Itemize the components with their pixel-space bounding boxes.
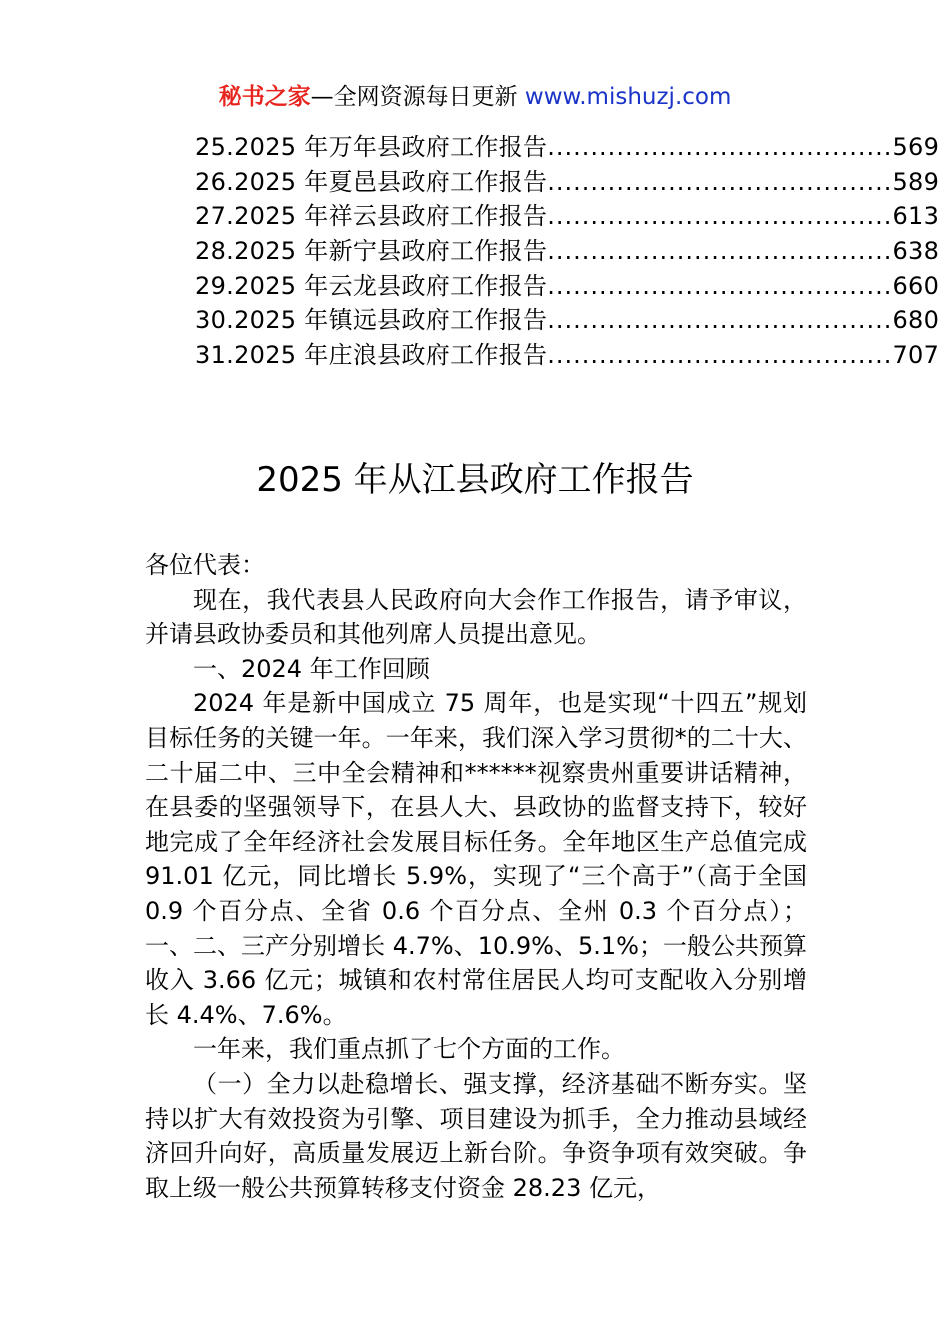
toc-entry[interactable] [195,165,940,200]
body-paragraph: 2024 年是新中国成立 75 周年，也是实现“十四五”规划目标任务的关键一年。一年来，我们深入学习贯彻*的二十大、二十届二中、三中全会精神和******视察贵州重要讲话精神，在县委的坚强领导下，在县人大、县政协的监督支持下，较好地完成了全年经济社会发展目标任务。全年地区生产总值完成 91.01 亿元，同比增长 5.9%，实现了“三个高于”（高于全国 0.9 个百分点、全省 0.6 个百分点、全州 0.3 个百分点）；一、二、三产分别增长 4.7%、10.9%、5.1%；一般公共预算收入 3.66 亿元；城镇和农村常住居民人均可支配收入分别增长 4.4%、7.6%。 [145,689,807,1029]
toc-leader-dots: ........................................ [547,237,893,266]
toc-page-number: 613 [892,202,940,231]
body-paragraph: （一）全力以赴稳增长、强支撑，经济基础不断夯实。坚持以扩大有效投资为引擎、项目建设为抓手，全力推动县域经济回升向好，高质量发展迈上新台阶。争资争项有效突破。争取上级一般公共预算转移支付资金 28.23 亿元， [145,1069,807,1202]
body-paragraph: 现在，我代表县人民政府向大会作工作报告，请予审议，并请县政协委员和其他列席人员提出意见。 [145,585,807,649]
toc-entry-title: 25.2025 年万年县政府工作报告 [195,133,548,161]
toc-page-number: 660 [892,271,940,300]
toc-leader-dots: ........................................ [547,133,893,161]
toc-entry[interactable] [195,130,940,165]
document-title: 2025 年从江县政府工作报告 [256,460,694,500]
document-body [145,548,807,1205]
site-url[interactable]: www.mishuzj.com [524,84,732,110]
toc-leader-dots: ........................................ [547,271,893,300]
toc-page-number: 707 [892,341,940,370]
brand-name: 秘书之家 [218,84,311,110]
toc-leader-dots: ........................................ [547,167,893,196]
toc-entry-title: 29.2025 年云龙县政府工作报告 [195,271,548,300]
toc-entry-title: 27.2025 年祥云县政府工作报告 [195,202,548,231]
toc-page-number: 569 [892,133,940,161]
table-of-contents [195,130,940,373]
toc-leader-dots: ........................................ [547,306,893,335]
toc-entry[interactable] [195,338,940,373]
salutation: 各位代表： [145,551,265,579]
toc-entry-title: 30.2025 年镇远县政府工作报告 [195,306,548,335]
toc-entry[interactable] [195,269,940,304]
section-heading: 一、2024 年工作回顾 [193,654,430,683]
toc-entry-title: 28.2025 年新宁县政府工作报告 [195,237,548,266]
toc-leader-dots: ........................................ [547,341,893,370]
header-slogan: —全网资源每日更新 [310,84,525,110]
toc-leader-dots: ........................................ [547,202,893,231]
toc-entry[interactable] [195,234,940,269]
toc-page-number: 638 [892,237,940,266]
toc-entry-title: 26.2025 年夏邑县政府工作报告 [195,167,548,196]
toc-page-number: 589 [892,167,940,196]
body-paragraph: 一年来，我们重点抓了七个方面的工作。 [193,1035,625,1064]
site-header [0,80,950,114]
toc-entry[interactable] [195,303,940,338]
toc-entry[interactable] [195,199,940,234]
toc-entry-title: 31.2025 年庄浪县政府工作报告 [195,341,548,370]
toc-page-number: 680 [892,306,940,335]
